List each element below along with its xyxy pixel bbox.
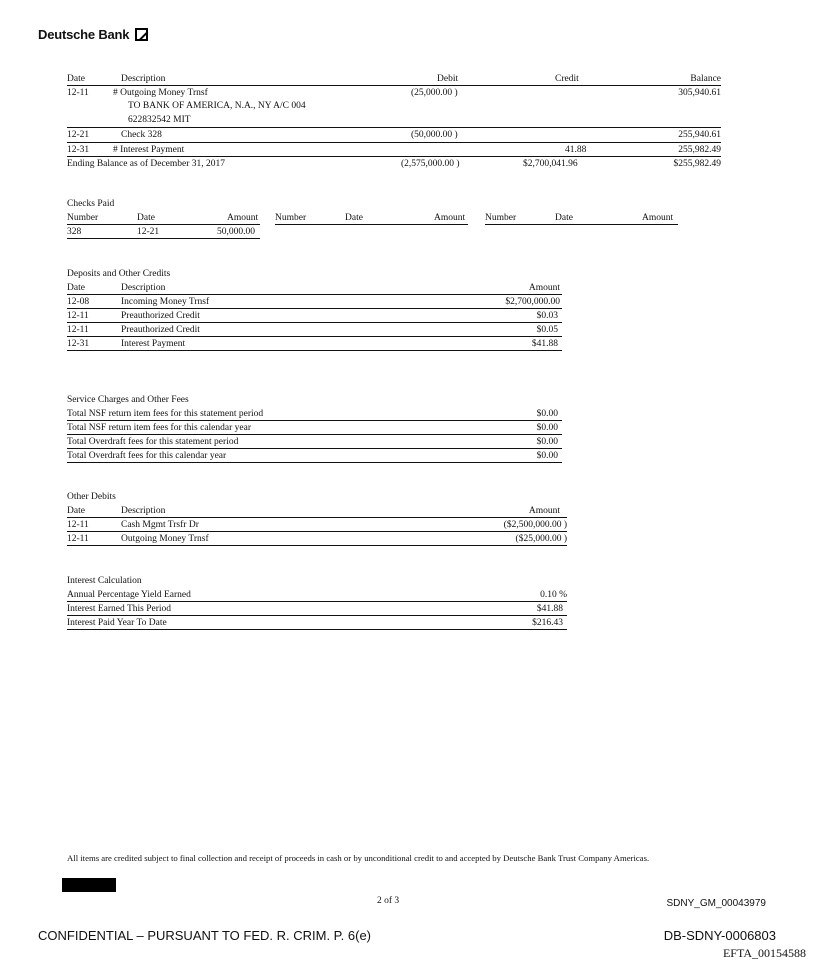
deposits-header-row bbox=[67, 282, 562, 294]
table-row bbox=[67, 617, 567, 629]
row-description: Incoming Money Trnsf bbox=[121, 297, 210, 307]
col-date: Date bbox=[67, 74, 85, 84]
service-charges-section bbox=[67, 394, 562, 464]
section-title: Other Debits bbox=[67, 492, 116, 502]
interest-amount: 0.10 % bbox=[540, 590, 567, 600]
row-detail: 622832542 MIT bbox=[128, 115, 191, 125]
table-row bbox=[67, 129, 721, 141]
section-title: Interest Calculation bbox=[67, 576, 142, 586]
ending-balance-label: Ending Balance as of December 31, 2017 bbox=[67, 159, 226, 169]
row-detail: TO BANK OF AMERICA, N.A., NY A/C 004 bbox=[128, 101, 306, 111]
fee-label: Total Overdraft fees for this calendar year bbox=[67, 451, 227, 461]
fee-amount: $0.00 bbox=[536, 451, 558, 461]
ending-balance-row bbox=[67, 158, 721, 170]
table-row bbox=[67, 408, 562, 420]
row-date: 12-31 bbox=[67, 145, 90, 155]
col-date: Date bbox=[67, 506, 85, 516]
table-row bbox=[67, 310, 562, 322]
bank-name: Deutsche Bank bbox=[38, 27, 130, 42]
table-row bbox=[67, 324, 562, 336]
row-date: 12-11 bbox=[67, 311, 89, 321]
col-date: Date bbox=[345, 213, 363, 223]
row-balance: 255,982.49 bbox=[678, 145, 721, 155]
col-date: Date bbox=[555, 213, 573, 223]
ending-debit: (2,575,000.00 ) bbox=[401, 159, 460, 169]
interest-amount: $41.88 bbox=[536, 604, 563, 614]
table-row bbox=[67, 226, 687, 238]
col-description: Description bbox=[121, 74, 166, 84]
table-row-detail bbox=[67, 114, 721, 126]
row-balance: 255,940.61 bbox=[678, 130, 721, 140]
disclaimer: All items are credited subject to final collection and receipt of proceeds in cash or by unconditional credit to and accepted by Deutsche Bank Trust Company Americas. bbox=[67, 853, 650, 863]
fee-label: Total NSF return item fees for this calendar year bbox=[67, 423, 251, 433]
col-amount: Amount bbox=[227, 213, 259, 223]
table-row bbox=[67, 533, 567, 545]
row-date: 12-31 bbox=[67, 339, 90, 349]
interest-amount: $216.43 bbox=[532, 618, 563, 628]
deutsche-bank-logo-icon bbox=[135, 28, 148, 41]
other-debits-section bbox=[67, 491, 567, 547]
interest-label: Annual Percentage Yield Earned bbox=[67, 590, 191, 600]
bank-header bbox=[38, 27, 148, 42]
col-amount: Amount bbox=[528, 283, 560, 293]
row-amount: ($2,500,000.00 ) bbox=[503, 520, 567, 530]
row-amount: $0.05 bbox=[536, 325, 558, 335]
section-title: Service Charges and Other Fees bbox=[67, 395, 189, 405]
deposits-section bbox=[67, 268, 562, 353]
row-description: Cash Mgmt Trsfr Dr bbox=[121, 520, 199, 530]
table-row bbox=[67, 519, 567, 531]
checks-paid-section bbox=[67, 198, 687, 243]
table-row-detail bbox=[67, 100, 721, 112]
interest-label: Interest Earned This Period bbox=[67, 604, 172, 614]
other-debits-header-row bbox=[67, 505, 567, 517]
transactions-header-row bbox=[67, 73, 721, 85]
table-row bbox=[67, 589, 567, 601]
row-date: 12-08 bbox=[67, 297, 90, 307]
row-description: # Interest Payment bbox=[113, 145, 185, 155]
col-balance: Balance bbox=[690, 74, 721, 84]
row-date: 12-21 bbox=[67, 130, 90, 140]
row-date: 12-11 bbox=[67, 325, 89, 335]
check-number: 328 bbox=[67, 227, 82, 237]
row-description: Preauthorized Credit bbox=[121, 311, 200, 321]
col-amount: Amount bbox=[528, 506, 560, 516]
interest-section bbox=[67, 575, 567, 631]
sdny-bates-number: SDNY_GM_00043979 bbox=[666, 898, 766, 909]
table-row bbox=[67, 603, 567, 615]
section-title: Checks Paid bbox=[67, 199, 115, 209]
col-amount: Amount bbox=[434, 213, 466, 223]
row-amount: $41.88 bbox=[531, 339, 558, 349]
table-row bbox=[67, 450, 562, 462]
row-date: 12-11 bbox=[67, 534, 89, 544]
ending-credit: $2,700,041.96 bbox=[523, 159, 578, 169]
col-date: Date bbox=[137, 213, 155, 223]
row-balance: 305,940.61 bbox=[678, 88, 721, 98]
check-amount: 50,000.00 bbox=[217, 227, 255, 237]
transactions-table bbox=[67, 73, 721, 173]
check-date: 12-21 bbox=[137, 227, 160, 237]
row-amount: $2,700,000.00 bbox=[505, 297, 560, 307]
col-number: Number bbox=[67, 213, 99, 223]
fee-label: Total NSF return item fees for this statement period bbox=[67, 409, 264, 419]
col-credit: Credit bbox=[555, 74, 579, 84]
efta-number: EFTA_00154588 bbox=[722, 946, 806, 960]
confidential-notice: CONFIDENTIAL – PURSUANT TO FED. R. CRIM. P. 6(e) bbox=[38, 928, 372, 943]
fee-amount: $0.00 bbox=[536, 409, 558, 419]
col-number: Number bbox=[485, 213, 517, 223]
interest-label: Interest Paid Year To Date bbox=[67, 618, 167, 628]
table-row bbox=[67, 422, 562, 434]
row-description: Check 328 bbox=[121, 130, 162, 140]
col-description: Description bbox=[121, 506, 166, 516]
row-description: # Outgoing Money Trnsf bbox=[113, 88, 208, 98]
fee-label: Total Overdraft fees for this statement period bbox=[67, 437, 239, 447]
col-number: Number bbox=[275, 213, 307, 223]
db-bates-number: DB-SDNY-0006803 bbox=[663, 928, 776, 943]
ending-balance: $255,982.49 bbox=[673, 159, 721, 169]
table-row bbox=[67, 296, 562, 308]
col-amount: Amount bbox=[642, 213, 674, 223]
row-description: Preauthorized Credit bbox=[121, 325, 200, 335]
fee-amount: $0.00 bbox=[536, 437, 558, 447]
row-credit: 41.88 bbox=[565, 145, 587, 155]
table-row bbox=[67, 436, 562, 448]
table-row bbox=[67, 87, 721, 99]
row-amount: $0.03 bbox=[536, 311, 558, 321]
checks-header-row bbox=[67, 212, 687, 224]
row-description: Outgoing Money Trnsf bbox=[121, 534, 209, 544]
row-date: 12-11 bbox=[67, 520, 89, 530]
col-description: Description bbox=[121, 283, 166, 293]
col-debit: Debit bbox=[437, 74, 459, 84]
table-row bbox=[67, 144, 721, 156]
col-date: Date bbox=[67, 283, 85, 293]
row-debit: (25,000.00 ) bbox=[411, 88, 458, 98]
row-description: Interest Payment bbox=[121, 339, 186, 349]
table-row bbox=[67, 338, 562, 350]
fee-amount: $0.00 bbox=[536, 423, 558, 433]
row-amount: ($25,000.00 ) bbox=[515, 534, 567, 544]
row-date: 12-11 bbox=[67, 88, 89, 98]
redaction-bar bbox=[62, 878, 116, 892]
section-title: Deposits and Other Credits bbox=[67, 269, 171, 279]
row-debit: (50,000.00 ) bbox=[411, 130, 458, 140]
page-number: 2 of 3 bbox=[377, 896, 400, 906]
